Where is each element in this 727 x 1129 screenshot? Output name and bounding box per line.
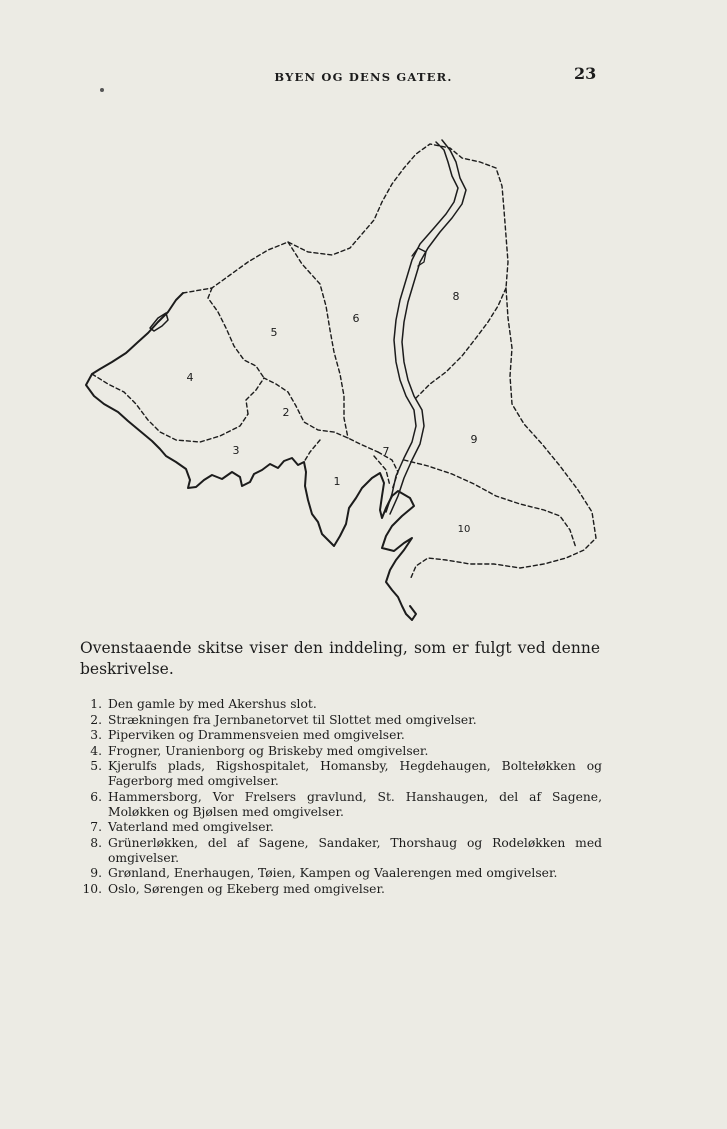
legend-item	[78, 713, 602, 728]
district-label-6: 6	[352, 312, 360, 325]
outer-boundary	[183, 144, 596, 580]
boundary-3-2	[246, 378, 378, 452]
boundary-9-10	[404, 460, 576, 548]
legend-item	[78, 820, 602, 835]
district-label-10: 10	[457, 524, 471, 535]
district-label-3: 3	[232, 444, 240, 457]
district-label-9: 9	[470, 433, 478, 446]
district-label-2: 2	[282, 406, 290, 419]
legend-item	[78, 744, 602, 759]
legend-text: Strækningen fra Jernbanetorvet til Slottet med omgivelser.	[108, 712, 477, 727]
legend-item	[78, 697, 602, 712]
legend-text: Grünerløkken, del af Sagene, Sandaker, Thorshaug og Rodeløkken med omgivelser.	[108, 835, 602, 865]
legend-text: Oslo, Sørengen og Ekeberg med omgivelser.	[108, 881, 385, 896]
legend-number: 5.	[90, 759, 102, 773]
district-label-7: 7	[382, 445, 390, 458]
map-caption: Ovenstaaende skitse viser den inddeling, som er fulgt ved denne beskrivelse.	[80, 639, 600, 678]
legend-text: Kjerulfs plads, Rigshospitalet, Homansby, Hegdehaugen, Boltełøkken og Fagerborg med omgivelser.	[108, 759, 602, 788]
boundary-4-5	[208, 288, 264, 378]
boundary-4-3	[92, 374, 248, 442]
legend-number: 1.	[90, 697, 102, 711]
coastline	[86, 293, 416, 620]
legend-item	[78, 790, 602, 820]
boundary-2-1	[304, 440, 320, 462]
legend-number: 7.	[90, 820, 102, 834]
legend-text: Frogner, Uranienborg og Briskeby med omgivelser.	[108, 743, 429, 758]
legend-number: 2.	[90, 712, 102, 727]
running-head: BYEN OG DENS GATER.	[274, 70, 453, 84]
legend-text: Grønland, Enerhaugen, Tøien, Kampen og Vaalerengen med omgivelser.	[108, 866, 558, 880]
boundary-1-7	[374, 456, 390, 486]
legend-number: 4.	[90, 743, 102, 758]
district-legend	[78, 697, 602, 897]
district-label-8: 8	[452, 290, 460, 303]
legend-item	[78, 882, 602, 897]
legend-item	[78, 728, 602, 743]
river-west-bank	[386, 142, 458, 512]
legend-text: Den gamle by med Akershus slot.	[108, 697, 317, 711]
boundary-8-9	[416, 288, 506, 398]
district-label-4: 4	[186, 371, 194, 384]
legend-number: 6.	[90, 789, 102, 804]
boundary-5-6	[288, 242, 348, 438]
district-label-5: 5	[270, 326, 278, 339]
page-number: 23	[574, 64, 597, 83]
river-east-bank	[390, 140, 466, 514]
legend-number: 10.	[82, 881, 102, 896]
legend-number: 9.	[90, 866, 102, 880]
legend-item	[78, 759, 602, 789]
district-label-1: 1	[333, 475, 341, 488]
legend-item	[78, 836, 602, 866]
legend-number: 8.	[90, 835, 102, 850]
legend-item	[78, 866, 602, 881]
legend-text: Hammersborg, Vor Frelsers gravlund, St. Hanshaugen, del af Sagene, Moløkken og Bjølsen med omgivelser.	[108, 789, 602, 819]
legend-number: 3.	[90, 728, 102, 742]
legend-text: Vaterland med omgivelser.	[108, 820, 274, 834]
legend-text: Piperviken og Drammensveien med omgivelser.	[108, 728, 405, 742]
